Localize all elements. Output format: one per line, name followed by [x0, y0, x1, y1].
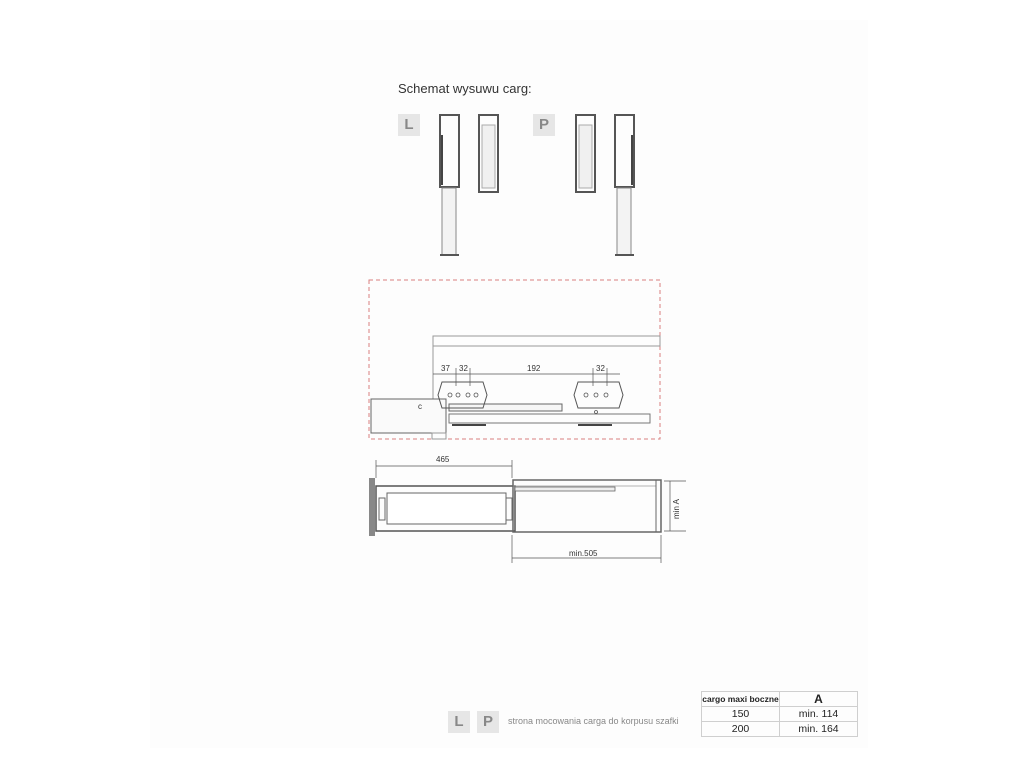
- mounting-detail: [369, 280, 660, 439]
- dim-465: 465: [436, 455, 450, 464]
- top-view: [369, 455, 686, 563]
- dim-192: 192: [527, 364, 541, 373]
- legend-badge-l: L: [448, 711, 470, 733]
- legend-text: strona mocowania carga do korpusu szafki: [508, 716, 679, 726]
- dim-32b: 32: [596, 364, 605, 373]
- extension-scheme-right: [576, 115, 634, 255]
- table-cell: 150: [702, 707, 780, 722]
- svg-text:c: c: [418, 402, 422, 411]
- table-header: cargo maxi boczne: [702, 692, 780, 707]
- badge-right: P: [533, 114, 555, 136]
- table-row: [702, 707, 858, 722]
- dim-min-a: min A: [672, 498, 681, 519]
- table-cell: 200: [702, 722, 780, 737]
- diagram-title: Schemat wysuwu carg:: [398, 81, 532, 96]
- table-row: [702, 722, 858, 737]
- spec-table: [701, 691, 858, 737]
- table-cell: min. 114: [780, 707, 858, 722]
- legend-badge-p: P: [477, 711, 499, 733]
- table-cell: min. 164: [780, 722, 858, 737]
- dim-32a: 32: [459, 364, 468, 373]
- dim-37: 37: [441, 364, 450, 373]
- table-header-row: [702, 692, 858, 707]
- table-header: A: [780, 692, 858, 707]
- extension-scheme-left: [440, 115, 498, 255]
- badge-left: L: [398, 114, 420, 136]
- dim-min505: min.505: [569, 549, 598, 558]
